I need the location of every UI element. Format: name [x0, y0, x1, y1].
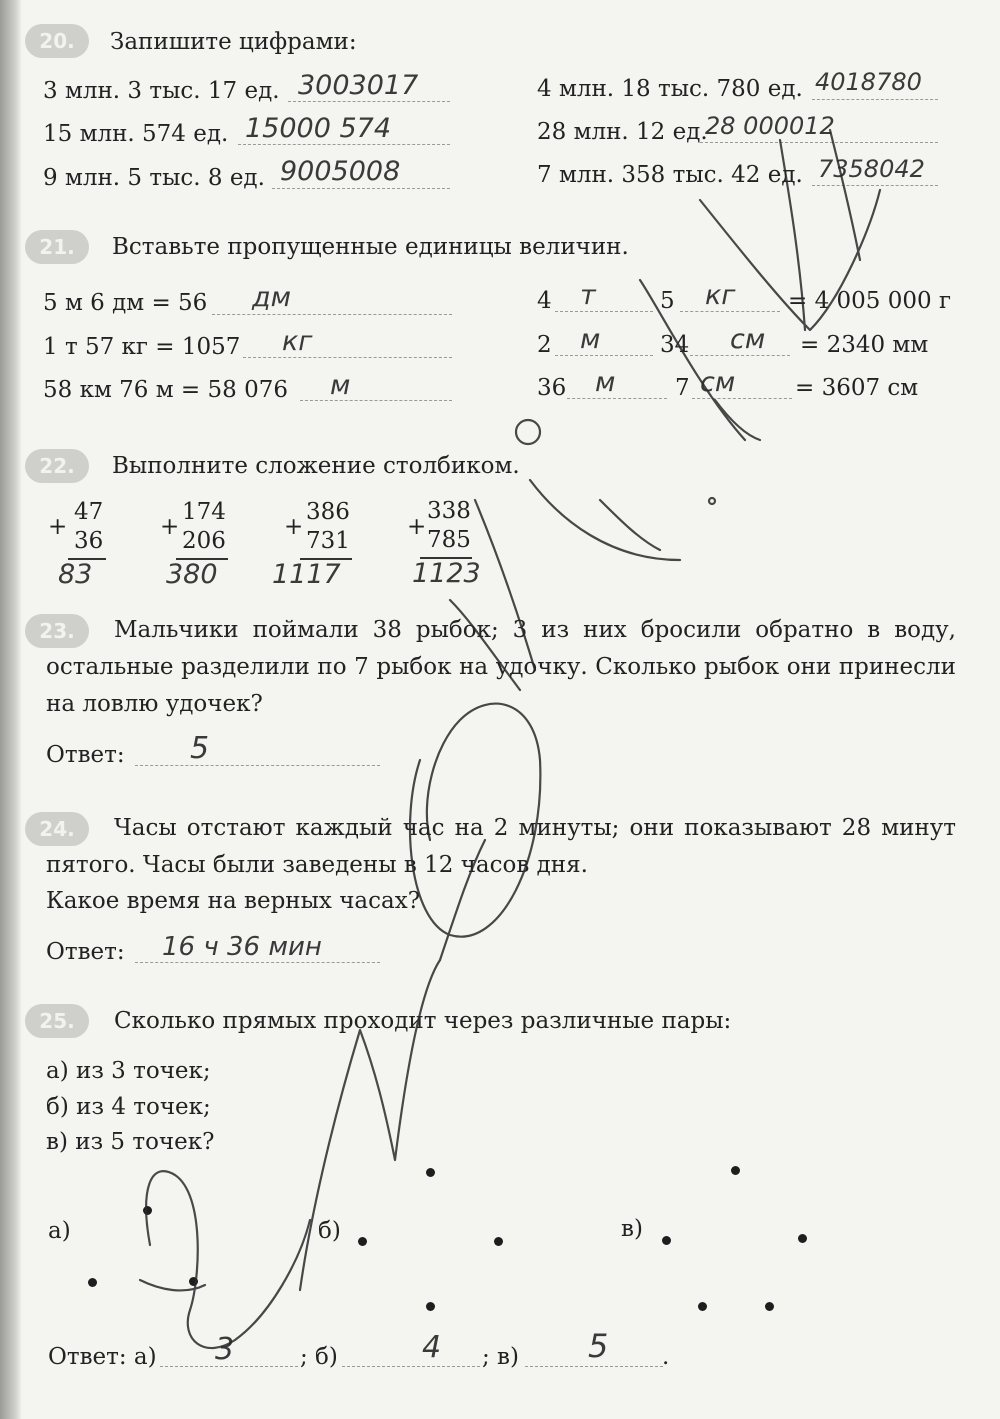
task-number-21: 21. [25, 230, 89, 264]
t23-text: Мальчики поймали 38 рыбок; 3 из них бросили обратно в воду, остальные разделили по 7 рыбок на удочку. Сколько рыбок они принесли на ловлю удочек? [46, 617, 956, 717]
t20-answer-5: 28 000012 [705, 112, 835, 140]
t25-label-c: в) [621, 1216, 643, 1242]
t22-a-3: 386 [306, 499, 350, 525]
t21-right-n2-2: 34 [660, 332, 690, 358]
t25-answer-c: 5 [588, 1327, 609, 1365]
task-number-20: 20. [25, 24, 89, 58]
t22-plus-4: + [407, 514, 427, 540]
t22-sum-2: 380 [166, 559, 218, 590]
t24-text: Часы отстают каждый час на 2 минуты; они показывают 28 минут пятого. Часы были заведены в 12 часов дня. [46, 815, 956, 878]
t21-right-n1-2: 2 [537, 332, 552, 358]
t22-sum-4: 1123 [412, 558, 481, 589]
t21-right-result-1: = 4 005 000 г [788, 288, 951, 314]
t20-answer-6: 7358042 [818, 155, 925, 183]
t21-right-result-3: = 3607 см [795, 375, 919, 401]
point-dot [189, 1277, 198, 1286]
t22-b-3: 731 [306, 528, 350, 554]
t22-sum-3: 1117 [272, 559, 341, 590]
t21-right-u2-3: см [700, 367, 736, 398]
t24-question: Какое время на верных часах? [46, 888, 421, 914]
t21-left-prompt-2: 1 т 57 кг = 1057 [43, 334, 241, 360]
task-25-title: Сколько прямых проходит через различные пары: [114, 1008, 732, 1034]
task-20-title: Запишите цифрами: [110, 29, 357, 55]
t25-sep-c: ; в) [482, 1344, 519, 1370]
task-number-25: 25. [25, 1004, 89, 1038]
t25-sep-b: ; б) [300, 1344, 338, 1370]
t21-right-n2-1: 5 [660, 288, 675, 314]
t20-answer-2: 15000 574 [245, 113, 392, 144]
t20-prompt-3: 9 млн. 5 тыс. 8 ед. [43, 165, 265, 191]
task-number-22: 22. [25, 449, 89, 483]
t21-right-n1-1: 4 [537, 288, 552, 314]
t20-prompt-2: 15 млн. 574 ед. [43, 121, 229, 147]
point-dot [143, 1206, 152, 1215]
t22-a-4: 338 [427, 498, 471, 524]
t21-right-u1-1: т [580, 280, 596, 311]
t22-a-2: 174 [182, 499, 226, 525]
t25-answer-a: 3 [215, 1332, 235, 1367]
t21-right-u1-2: м [580, 324, 601, 355]
t20-answer-1: 3003017 [298, 70, 419, 101]
t25-option-b: б) из 4 точек; [46, 1094, 211, 1120]
t25-end: . [662, 1344, 670, 1370]
t25-option-a: а) из 3 точек; [46, 1058, 211, 1084]
task-22-title: Выполните сложение столбиком. [112, 453, 520, 479]
point-dot [494, 1237, 503, 1246]
point-dot [731, 1166, 740, 1175]
t21-right-n1-3: 36 [537, 375, 567, 401]
t22-b-2: 206 [182, 528, 226, 554]
t20-prompt-4: 4 млн. 18 тыс. 780 ед. [537, 76, 803, 102]
t21-left-answer-2: кг [282, 326, 313, 357]
t25-answer-label: Ответ: а) [48, 1344, 157, 1370]
t25-option-c: в) из 5 точек? [46, 1129, 215, 1155]
t20-answer-3: 9005008 [280, 156, 401, 187]
t20-answer-4: 4018780 [815, 68, 922, 96]
t22-plus-1: + [48, 514, 68, 540]
t24-answer: 16 ч 36 мин [162, 932, 322, 962]
point-dot [426, 1168, 435, 1177]
t21-right-u1-3: м [595, 367, 616, 398]
point-dot [88, 1278, 97, 1287]
t22-b-4: 785 [427, 527, 471, 553]
task-21-title: Вставьте пропущенные единицы величин. [112, 234, 629, 260]
t21-right-n2-3: 7 [675, 375, 690, 401]
t21-right-u2-1: кг [705, 280, 736, 311]
t21-left-answer-3: м [330, 370, 351, 401]
t20-prompt-6: 7 млн. 358 тыс. 42 ед. [537, 162, 803, 188]
task-number-23: 23. [25, 614, 89, 648]
t22-plus-3: + [284, 514, 304, 540]
t20-prompt-5: 28 млн. 12 ед. [537, 119, 708, 145]
t23-answer: 5 [190, 731, 210, 766]
point-dot [358, 1237, 367, 1246]
t23-answer-label: Ответ: [46, 742, 125, 768]
t21-left-prompt-1: 5 м 6 дм = 56 [43, 290, 208, 316]
t24-answer-label: Ответ: [46, 939, 125, 965]
point-dot [662, 1236, 671, 1245]
t21-left-answer-1: дм [252, 282, 292, 313]
t25-answer-b: 4 [422, 1330, 442, 1365]
page-spine-shadow [0, 0, 22, 1419]
t22-b-1: 36 [74, 528, 104, 554]
t22-plus-2: + [160, 514, 180, 540]
task-number-24: 24. [25, 812, 89, 846]
t21-right-u2-2: см [730, 324, 766, 355]
t25-label-b: б) [318, 1218, 341, 1244]
point-dot [698, 1302, 707, 1311]
t21-left-prompt-3: 58 км 76 м = 58 076 [43, 377, 288, 403]
point-dot [798, 1234, 807, 1243]
point-dot [426, 1302, 435, 1311]
t20-prompt-1: 3 млн. 3 тыс. 17 ед. [43, 78, 280, 104]
t21-right-result-2: = 2340 мм [800, 332, 929, 358]
t22-a-1: 47 [74, 499, 104, 525]
point-dot [765, 1302, 774, 1311]
t22-sum-1: 83 [58, 559, 93, 590]
t25-label-a: а) [48, 1218, 71, 1244]
